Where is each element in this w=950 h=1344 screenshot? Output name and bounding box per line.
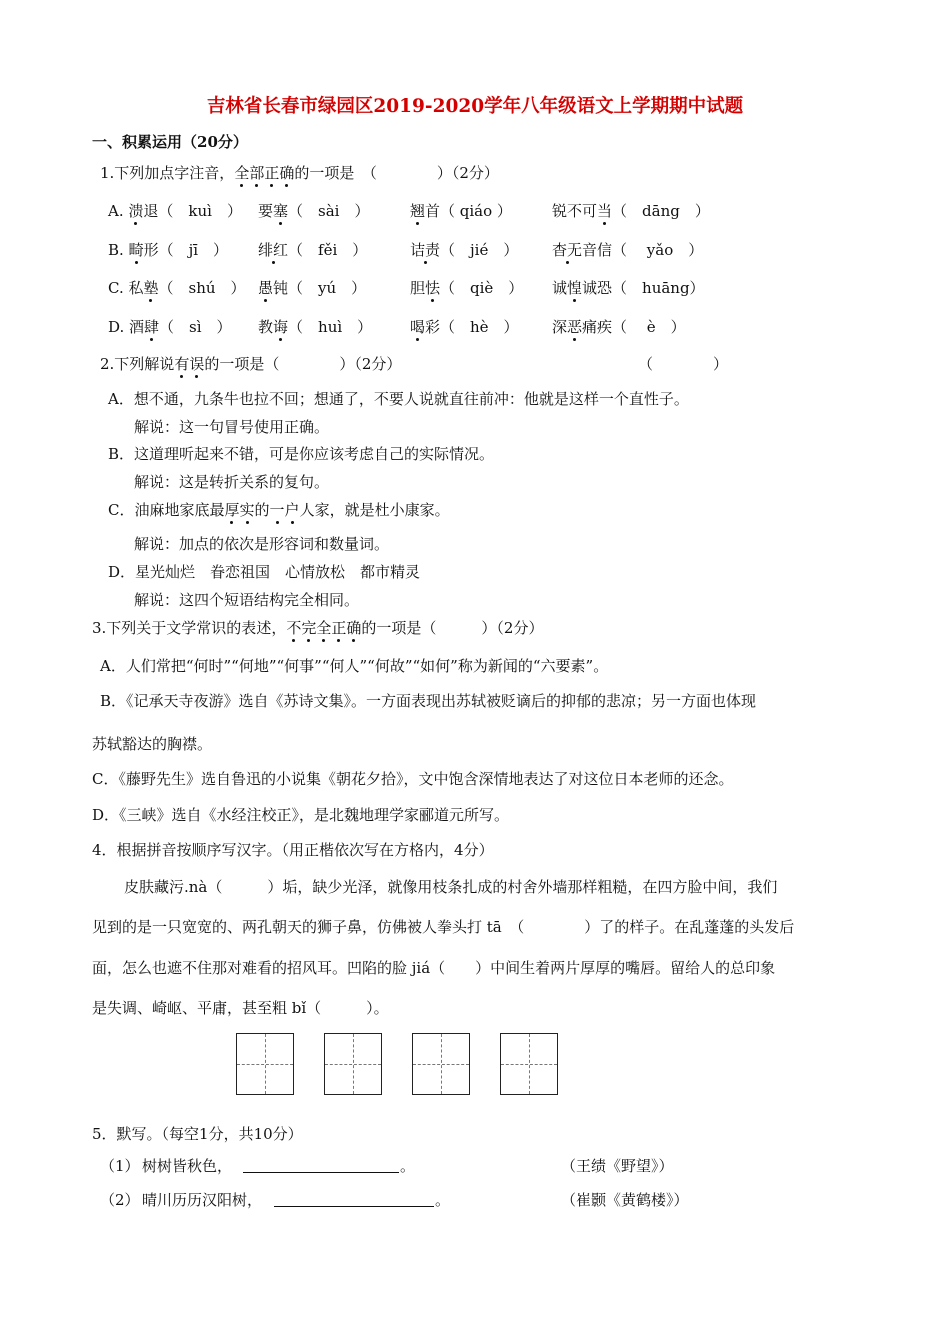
item-number: （2）: [100, 1191, 140, 1209]
dotted-character: 厚: [224, 501, 240, 519]
pinyin-option: [410, 201, 512, 221]
answer-paren: （ ）: [638, 355, 729, 373]
pinyin-option: [552, 240, 703, 260]
dotted-character: 畸: [128, 241, 144, 259]
writing-grid-box[interactable]: [500, 1033, 558, 1095]
option-text: D. 酒: [108, 318, 145, 336]
option-text: 的: [254, 501, 270, 519]
option-text: 彩（ hè ）: [425, 318, 519, 336]
option-text: C．油麻地家底最: [108, 501, 225, 519]
question-3-stem: [92, 618, 543, 638]
dotted-character: 溃: [128, 202, 144, 220]
pinyin-option: [108, 278, 246, 298]
pinyin-option: [258, 201, 369, 221]
pinyin-option: [258, 317, 372, 337]
passage-line: 是失调、崎岖、平庸，甚至粗 bǐ（ ）。: [92, 999, 389, 1017]
dotted-character: 当: [597, 202, 613, 220]
dotted-character: 翘: [410, 202, 426, 220]
dotted-character: 实: [239, 501, 255, 519]
option-text: 红（ fěi ）: [273, 241, 368, 259]
dotted-character: 确: [346, 619, 362, 637]
dotted-character: 不: [286, 619, 302, 637]
question-2-stem: [100, 354, 401, 374]
dotted-character: 塾: [143, 279, 159, 297]
writing-grid-box[interactable]: [236, 1033, 294, 1095]
dotted-character: 肆: [144, 318, 160, 336]
option-text: A.: [108, 202, 129, 220]
stem-text: 3.下列关于文学常识的表述，: [92, 619, 287, 637]
document-title: 吉林省长春市绿园区2019-2020学年八年级语文上学期期中试题: [206, 96, 744, 117]
dotted-character: 喝: [410, 318, 426, 336]
option-a: A．想不通，九条牛也拉不回；想通了，不要人说就直往前冲：他就是这样一个直性子。: [108, 390, 689, 408]
option-text: B.: [108, 241, 129, 259]
dotted-character: 正: [331, 619, 347, 637]
answer-blank[interactable]: [274, 1206, 434, 1207]
explanation-d: 解说：这四个短语结构完全相同。: [134, 591, 360, 609]
line-end: 。: [400, 1157, 416, 1175]
explanation-a: 解说：这一句冒号使用正确。: [134, 418, 330, 436]
writing-grid-box[interactable]: [324, 1033, 382, 1095]
stem-emphasis: [234, 164, 294, 182]
dotted-word: [224, 501, 254, 519]
explanation-c: 解说：加点的依次是形容词和数量词。: [134, 535, 390, 553]
option-text: 首（ qiáo ）: [425, 202, 512, 220]
dotted-character: 全: [316, 619, 332, 637]
option-text: C. 私: [108, 279, 144, 297]
option-text: 胆: [410, 279, 426, 297]
option-text: （ sài ）: [288, 202, 370, 220]
dotted-character: 确: [279, 164, 295, 182]
option-text: 无音信（ yǎo ）: [567, 241, 704, 259]
pinyin-option: [108, 240, 228, 260]
question-4-stem: 4．根据拼音按顺序写汉字。（用正楷依次写在方格内，4分）: [92, 841, 494, 859]
option-text: 锐不可: [552, 202, 598, 220]
passage-line: 面，怎么也遮不住那对难看的招风耳。凹陷的脸 jiá（ ）中间生着两片厚厚的嘴唇。留给人的总印象: [92, 959, 776, 977]
option-text: 杳: [552, 241, 568, 259]
explanation-b: 解说：这是转折关系的复句。: [134, 473, 330, 491]
stem-emphasis: [174, 355, 204, 373]
stem-text: 1.下列加点字注音，: [100, 164, 235, 182]
passage-line: 见到的是一只宽宽的、两孔朝天的狮子鼻，仿佛被人拳头打 tā （ ）了的样子。在乱蓬蓬的头发后: [92, 918, 795, 936]
dotted-character: 正: [264, 164, 280, 182]
option-text: 诘: [410, 241, 426, 259]
dotted-character: 户: [284, 501, 300, 519]
section-heading: 一、积累运用（20分）: [92, 133, 248, 151]
stem-text: 2.下列解说: [100, 355, 175, 373]
option-text: （ dāng ）: [612, 202, 710, 220]
stem-text: 的一项是 （ ）（2分）: [294, 164, 499, 182]
poem-line: 晴川历历汉阳树，: [142, 1191, 263, 1209]
poem-source: （崔颢《黄鹤楼》）: [561, 1191, 689, 1209]
option-d: D．《三峡》选自《水经注校正》，是北魏地理学家郦道元所写。: [92, 806, 510, 824]
option-text: 形（ jī ）: [143, 241, 229, 259]
passage-line: 皮肤藏污.nà（ ）垢，缺少光泽，就像用枝条扎成的村舍外墙那样粗糙，在四方脸中间，我们: [124, 878, 778, 896]
pinyin-option: [552, 278, 705, 298]
pinyin-option: [258, 278, 366, 298]
dotted-character: 惶: [567, 279, 583, 297]
stem-text: 的一项是（ ）（2分）: [204, 355, 402, 373]
option-text: 绯: [258, 241, 274, 259]
option-text: （ huì ）: [288, 318, 373, 336]
dotted-character: 塞: [273, 202, 289, 220]
option-d: D．星光灿烂 眷恋祖国 心情放松 都市精灵: [108, 563, 421, 581]
option-a: A．人们常把“何时”“何地”“何事”“何人”“何故”“如何”称为新闻的“六要素”。: [100, 657, 609, 675]
option-b: B．《记承天寺夜游》选自《苏诗文集》。一方面表现出苏轼被贬谪后的抑郁的悲凉；另一方面也体现: [100, 692, 757, 710]
pinyin-option: [552, 201, 710, 221]
pinyin-option: [108, 201, 242, 221]
pinyin-option: [410, 278, 523, 298]
option-c: [108, 500, 450, 520]
option-text: （ sì ）: [159, 318, 232, 336]
pinyin-option: [108, 317, 232, 337]
dotted-character: 部: [249, 164, 265, 182]
dotted-character: 恶: [567, 318, 583, 336]
answer-blank[interactable]: [243, 1172, 399, 1173]
option-c: C．《藤野先生》选自鲁迅的小说集《朝花夕拾》，文中饱含深情地表达了对这位日本老师的还念。: [92, 770, 734, 788]
stem-text: 的一项是（ ）（2分）: [361, 619, 544, 637]
option-b: B．这道理听起来不错，可是你应该考虑自己的实际情况。: [108, 445, 495, 463]
option-text: 要: [258, 202, 274, 220]
question-5-stem: 5．默写。（每空1分，共10分）: [92, 1125, 303, 1143]
poem-source: （王绩《野望》）: [561, 1157, 674, 1175]
dotted-character: 愚: [258, 279, 274, 297]
writing-grid-box[interactable]: [412, 1033, 470, 1095]
dotted-character: 一: [269, 501, 285, 519]
option-text: 钝（ yú ）: [273, 279, 367, 297]
dotted-word: [270, 501, 300, 519]
dotted-character: 怯: [425, 279, 441, 297]
option-text: 退（ kuì ）: [143, 202, 242, 220]
item-number: （1）: [100, 1157, 140, 1175]
pinyin-option: [410, 317, 519, 337]
option-text: 诚恐（ huāng）: [582, 279, 705, 297]
pinyin-option: [258, 240, 367, 260]
dotted-character: 误: [189, 355, 205, 373]
pinyin-option: [552, 317, 686, 337]
dotted-character: 全: [234, 164, 250, 182]
question-1-stem: [100, 163, 499, 183]
option-text: 教: [258, 318, 274, 336]
option-text: 痛疾（ è ）: [582, 318, 686, 336]
dotted-character: 有: [174, 355, 190, 373]
dotted-character: 诲: [273, 318, 289, 336]
dotted-character: 完: [301, 619, 317, 637]
option-text: 人家，就是杜小康家。: [299, 501, 450, 519]
option-text: 责（ jié ）: [425, 241, 519, 259]
option-text: 深: [552, 318, 568, 336]
option-text: （ shú ）: [158, 279, 246, 297]
line-end: 。: [435, 1191, 451, 1209]
pinyin-option: [410, 240, 518, 260]
option-text: （ qiè ）: [440, 279, 524, 297]
poem-line: 树树皆秋色，: [142, 1157, 233, 1175]
option-b-continued: 苏轼豁达的胸襟。: [92, 735, 213, 753]
stem-emphasis: [286, 619, 361, 637]
option-text: 诚: [552, 279, 568, 297]
